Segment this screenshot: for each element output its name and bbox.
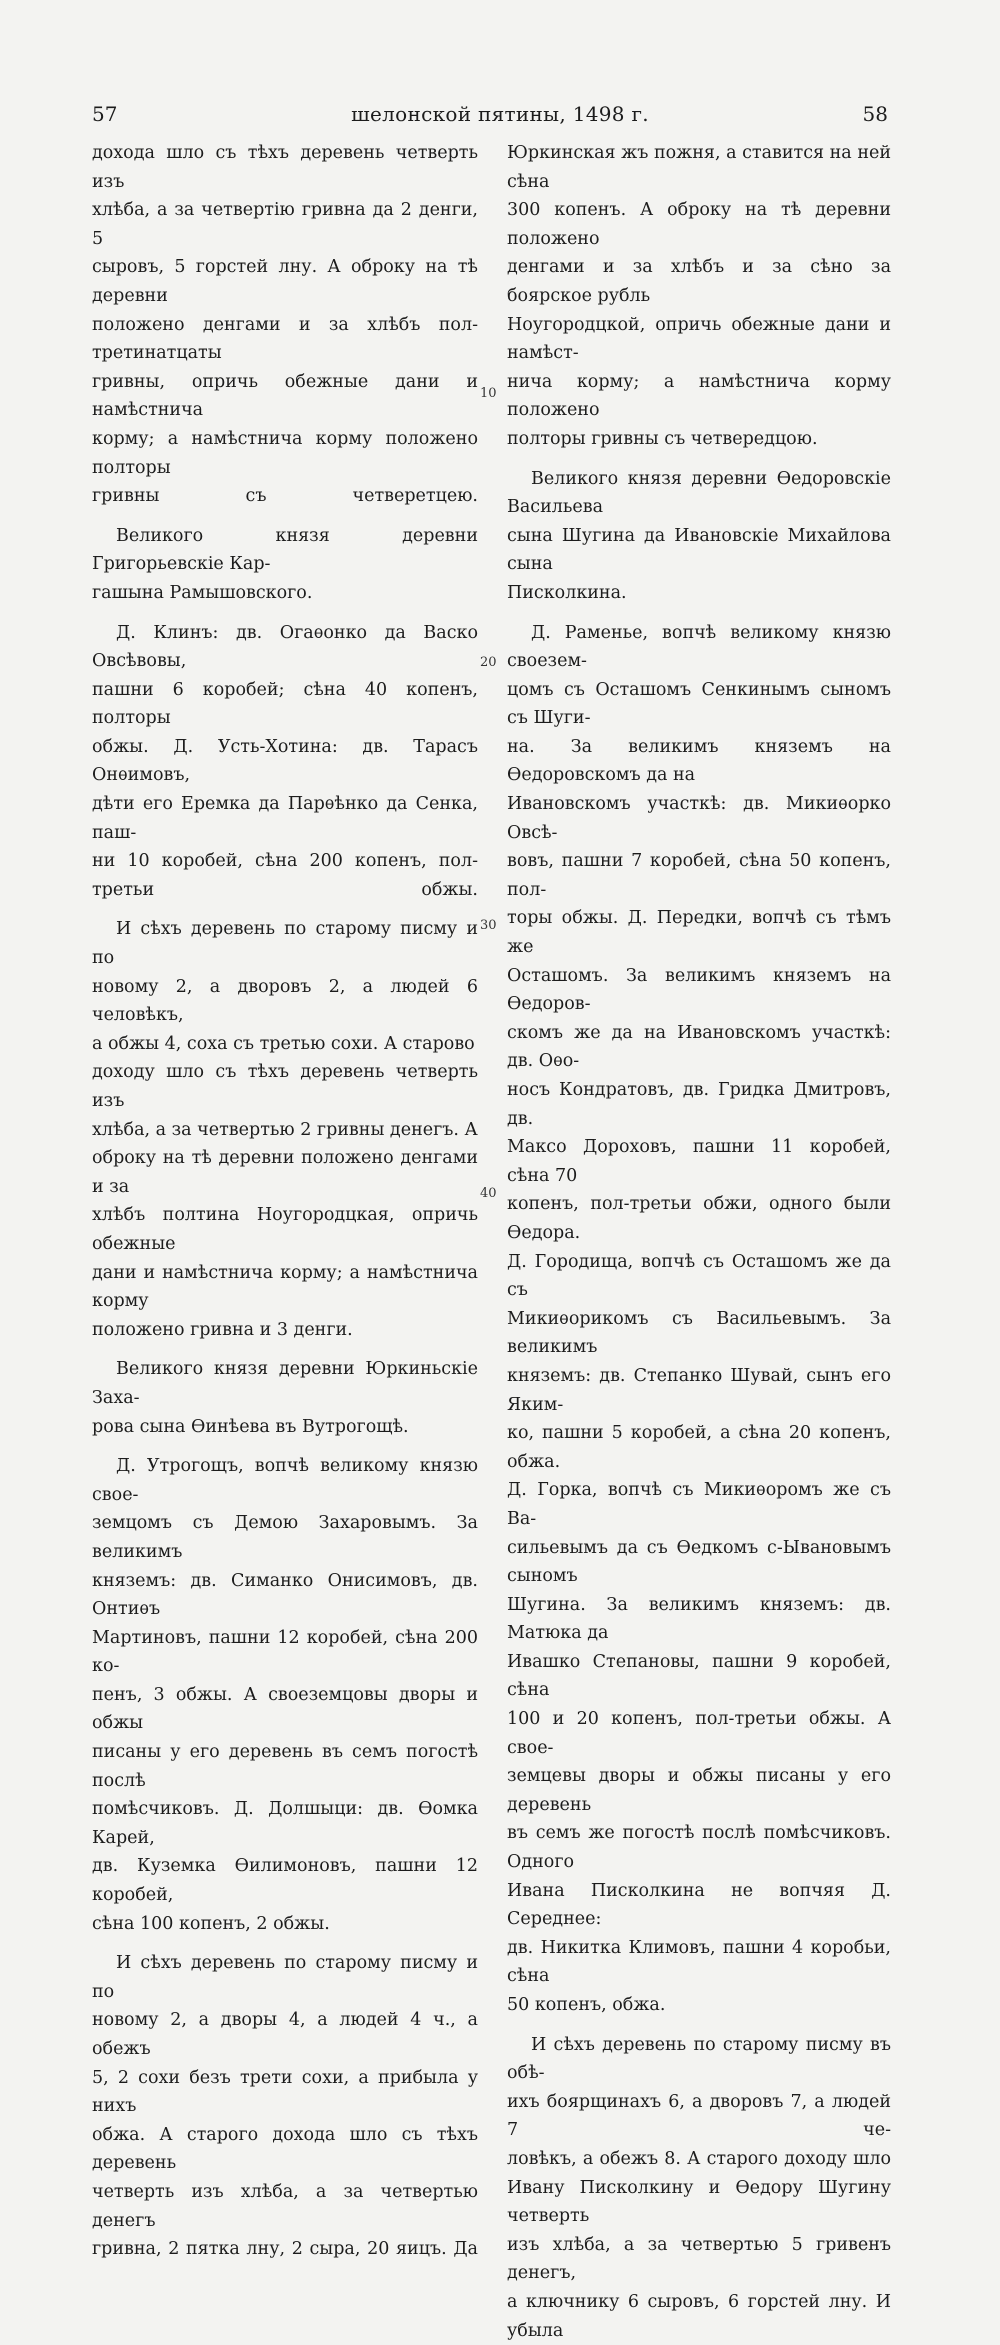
paragraph: Великого князя деревни Григорьевскiе Кар- гашына Рамышовского. <box>92 525 478 603</box>
page-number-right: 58 <box>862 102 888 126</box>
paragraph: Д. Раменье, вопчѣ великому князю своезем- цомъ съ Осташомъ Сенкинымъ сыномъ съ Шуги- на. За великимъ княземъ на Ѳедоровскомъ да на Ивановскомъ участкѣ: дв. Микиѳорко Овсѣ- вовъ, пашни 7 коробей, сѣна 50 копенъ, пол- торы обжы. Д. Передки, вопчѣ съ тѣмъ же Осташомъ. За великимъ княземъ на Ѳедоров- скомъ же да на Ивановскомъ участкѣ: дв. Оѳо- носъ Кондратовъ, дв. Гридка Дмитровъ, дв. Максо Дороховъ, пашни 11 коробей, сѣна 70 копенъ, пол-третьи обжи, одного были Ѳедора. Д. Городища, вопчѣ съ Осташомъ же да съ Микиѳорикомъ съ Васильевымъ. За великимъ княземъ: дв. Степанко Шувай, сынъ его Яким- ко, пашни 5 коробей, а сѣна 20 копенъ, обжа. Д. Горка, вопчѣ съ Микиѳоромъ же съ Ва- сильевымъ да съ Ѳедкомъ с-Ывановымъ сыномъ Шугина. За великимъ княземъ: дв. Матюка да Ивашко Степановы, пашни 9 коробей, сѣна 100 и 20 копенъ, пол-третьи обжы. А свое- земцевы дворы и обжы писаны у его деревень въ семъ же погостѣ послѣ помѣсчиковъ. Одного Ивана Писколкина не вопчяя Д. Середнее: дв. Никитка Климовъ, пашни 4 коробьи, сѣна 50 копенъ, обжа. <box>507 622 891 2015</box>
paragraph: дохода шло съ тѣхъ деревень четверть изъ хлѣба, а за четвертiю гривна да 2 денги, 5 сыровъ, 5 горстей лну. А оброку на тѣ деревни положено денгами и за хлѣбъ пол-третинатцаты гривны, опричь обежные дани и намѣстнича корму; а намѣстнича корму положено полторы гривны съ четверетцею. <box>92 143 478 507</box>
paragraph: И сѣхъ деревень по старому писму и по новому 2, а дворы 4, а людей 4 ч., а обежъ 5, 2 сохи безъ трети сохи, а прибыла у нихъ обжа. А старого дохода шло съ тѣхъ деревень четверть изъ хлѣба, а за четвертью денегъ гривна, 2 пятка лну, 2 сыра, 20 яицъ. Да <box>92 1953 478 2260</box>
paragraph: Великого князя деревни Юркиньскiе Заха- рова сына Ѳинѣева въ Вутрогощѣ. <box>92 1359 478 1437</box>
line-number: 40 <box>480 1186 497 1201</box>
left-column <box>92 139 478 2264</box>
page-number-left: 57 <box>92 102 118 126</box>
paragraph: Д. Клинъ: дв. Огаѳонко да Васко Овсѣвовы, пашни 6 коробей; сѣна 40 копенъ, полторы обжы. Д. Усть-Хотина: дв. Тарасъ Онѳимовъ, дѣти его Еремка да Парѳѣнко да Сенка, паш- ни 10 коробей, сѣна 200 копенъ, пол-третьи обжы. <box>92 622 478 900</box>
paragraph: Великого князя деревни Ѳедоровскiе Васильева сына Шугина да Ивановскiе Михайлова сына Писколкина. <box>507 468 891 603</box>
paragraph: И сѣхъ деревень по старому писму и по новому 2, а дворовъ 2, а людей 6 человѣкъ, а обжы 4, соха съ третью сохи. А старово доходу шло съ тѣхъ деревень четверть изъ хлѣба, а за четвертью 2 гривны денегъ. А оброку на тѣ деревни положено денгами и за хлѣбъ полтина Ноугородцкая, опричь обежные дани и намѣстнича корму; а намѣстнича корму положено гривна и 3 денги. <box>92 919 478 1340</box>
line-number: 30 <box>480 918 497 933</box>
paragraph: И сѣхъ деревень по старому писму въ обѣ- ихъ боярщинахъ 6, а дворовъ 7, а людей 7 че- ловѣкъ, а обежъ 8. А старого доходу шло Ивану Писколкину и Ѳедору Шугину четверть изъ хлѣба, а за четвертью 5 гривенъ денегъ, а ключнику 6 сыровъ, 6 горстей лну. И убыла <box>507 2034 891 2341</box>
paragraph: Юркинская жъ пожня, а ставится на ней сѣна 300 копенъ. А оброку на тѣ деревни положено денгами и за хлѣбъ и за сѣно за боярское рубль Ноугородцкой, опричь обежные дани и намѣст- нича корму; а намѣстнича корму положено полторы гривны съ четвередцою. <box>507 143 891 449</box>
line-number: 10 <box>480 386 497 401</box>
line-number: 20 <box>480 655 497 670</box>
paragraph: Д. Утрогощъ, вопчѣ великому князю свое- земцомъ съ Демою Захаровымъ. За великимъ княземъ: дв. Симанко Онисимовъ, дв. Онтиѳъ Мартиновъ, пашни 12 коробей, сѣна 200 ко- пенъ, 3 обжы. А своеземцовы дворы и обжы писаны у его деревень въ семъ погостѣ послѣ помѣсчиковъ. Д. Долшыци: дв. Ѳомка Карей, дв. Куземка Ѳилимоновъ, пашни 12 коробей, сѣна 100 копенъ, 2 обжы. <box>92 1456 478 1934</box>
right-column <box>507 139 891 2345</box>
running-title: шелонской пятины, 1498 г. <box>351 102 649 126</box>
